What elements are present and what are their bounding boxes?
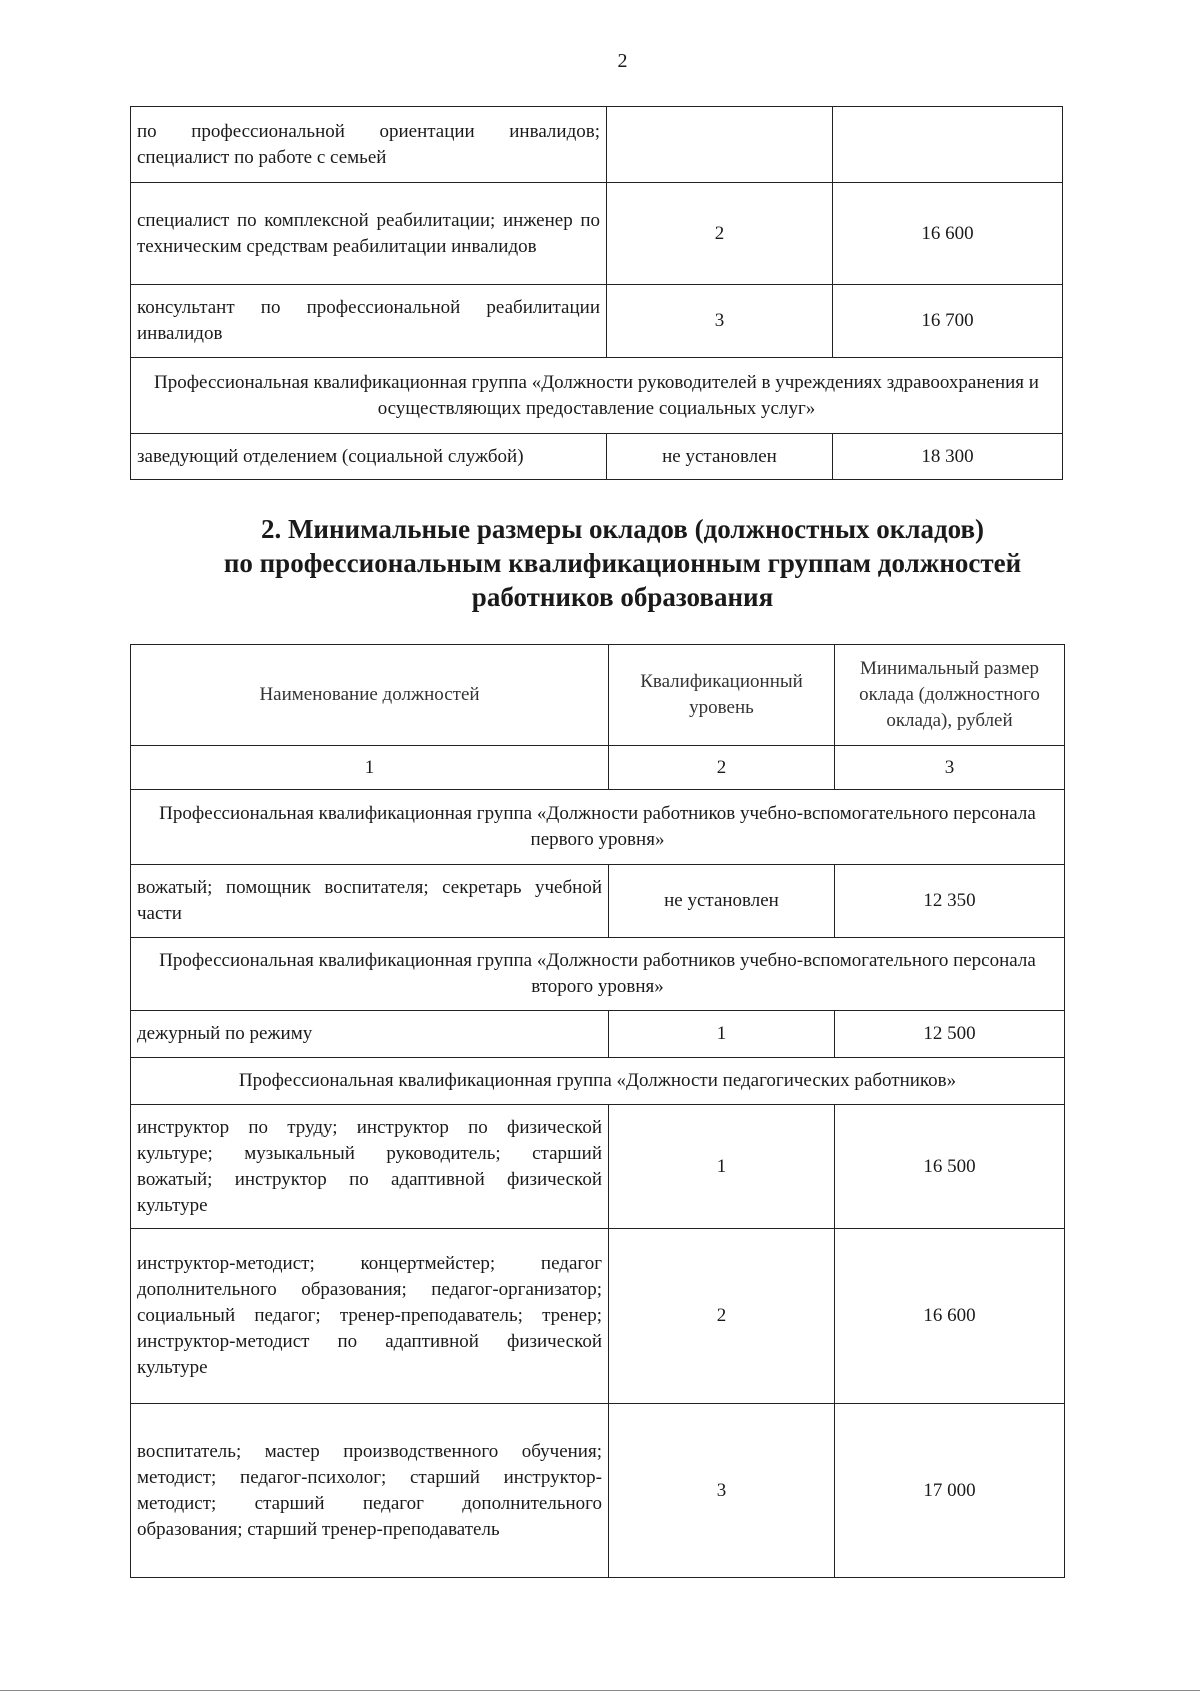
table-row (131, 183, 1063, 285)
qualification-level: 3 (609, 1404, 835, 1578)
table-row (131, 865, 1065, 938)
salary-value: 16 600 (835, 1229, 1065, 1404)
qualification-level: 2 (607, 183, 833, 285)
table-row (131, 434, 1063, 480)
column-number: 2 (609, 746, 835, 790)
section-title (150, 512, 1095, 614)
table-row (131, 107, 1063, 183)
table-row (131, 1011, 1065, 1058)
section-title-line: 2. Минимальные размеры окладов (должностных окладов) (260, 514, 985, 544)
salary-value: 17 000 (835, 1404, 1065, 1578)
header-row (131, 645, 1065, 746)
qualification-group-title: Профессиональная квалификационная группа «Должности педагогических работников» (131, 1058, 1065, 1105)
qualification-level: 1 (609, 1011, 835, 1058)
salary-table-continued (130, 106, 1063, 480)
position-name: по профессиональной ориентации инвалидов; специалист по работе с семьей (131, 107, 607, 183)
table-row (131, 1229, 1065, 1404)
position-name: специалист по комплексной реабилитации; инженер по техническим средствам реабилитации инвалидов (131, 183, 607, 285)
qualification-level: не установлен (609, 865, 835, 938)
position-name: вожатый; помощник воспитателя; секретарь учебной части (131, 865, 609, 938)
salary-value: 16 600 (833, 183, 1063, 285)
position-name: инструктор-методист; концертмейстер; педагог дополнительного образования; педагог-организатор; социальный педагог; тренер-преподаватель; тренер; инструктор-методист по адаптивной физической культуре (131, 1229, 609, 1404)
section-title-line: по профессиональным квалификационным группам должностей (223, 548, 1022, 578)
salary-value: 12 500 (835, 1011, 1065, 1058)
salary-value: 16 700 (833, 285, 1063, 358)
group-row (131, 358, 1063, 434)
qualification-group-title: Профессиональная квалификационная группа «Должности работников учебно-вспомогательного персонала второго уровня» (131, 938, 1065, 1011)
salary-value: 16 500 (835, 1105, 1065, 1229)
column-header-salary: Минимальный размер оклада (должностного оклада), рублей (835, 645, 1065, 746)
position-name: дежурный по режиму (131, 1011, 609, 1058)
salary-value: 12 350 (835, 865, 1065, 938)
qualification-group-title: Профессиональная квалификационная группа «Должности работников учебно-вспомогательного персонала первого уровня» (131, 790, 1065, 865)
position-name: консультант по профессиональной реабилитации инвалидов (131, 285, 607, 358)
page-number: 2 (617, 50, 628, 72)
column-number-row (131, 746, 1065, 790)
qualification-level: не установлен (607, 434, 833, 480)
qualification-level: 2 (609, 1229, 835, 1404)
table-row (131, 1105, 1065, 1229)
column-header-name: Наименование должностей (131, 645, 609, 746)
group-row (131, 790, 1065, 865)
salary-value: 18 300 (833, 434, 1063, 480)
position-name: инструктор по труду; инструктор по физической культуре; музыкальный руководитель; старший вожатый; инструктор по адаптивной физической культуре (131, 1105, 609, 1229)
table-row (131, 1404, 1065, 1578)
table-row (131, 285, 1063, 358)
page-bottom-edge (0, 1690, 1200, 1691)
qualification-level (607, 107, 833, 183)
qualification-group-title: Профессиональная квалификационная группа «Должности руководителей в учреждениях здравоохранения и осуществляющих предоставление социальных услуг» (131, 358, 1063, 434)
salary-value (833, 107, 1063, 183)
qualification-level: 1 (609, 1105, 835, 1229)
group-row (131, 1058, 1065, 1105)
group-row (131, 938, 1065, 1011)
column-number: 3 (835, 746, 1065, 790)
column-header-level: Квалификационный уровень (609, 645, 835, 746)
position-name: воспитатель; мастер производственного обучения; методист; педагог-психолог; старший инструктор-методист; старший педагог дополнительного образования; старший тренер-преподаватель (131, 1404, 609, 1578)
education-salary-table (130, 644, 1065, 1578)
section-title-line: работников образования (471, 582, 774, 612)
qualification-level: 3 (607, 285, 833, 358)
position-name: заведующий отделением (социальной службой) (131, 434, 607, 480)
column-number: 1 (131, 746, 609, 790)
